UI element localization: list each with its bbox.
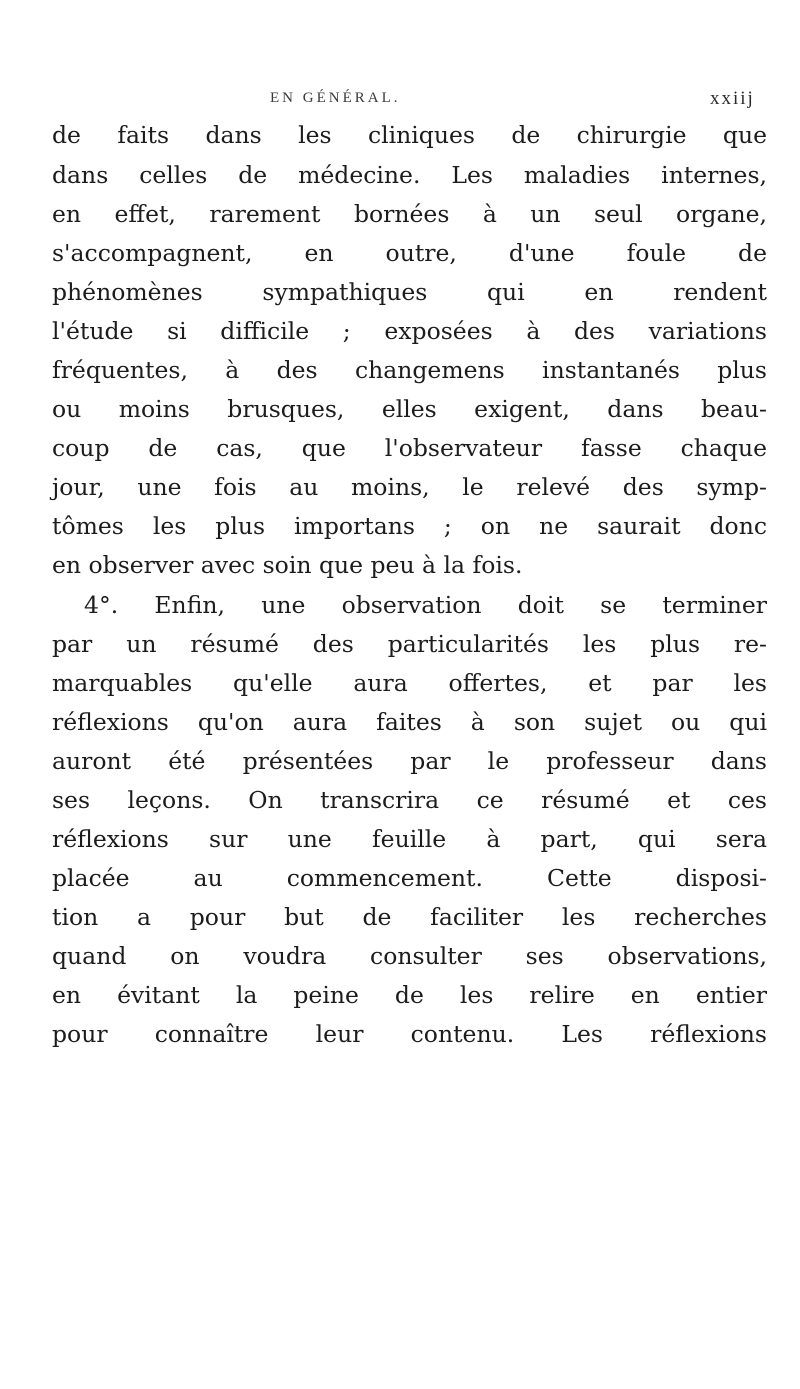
running-head: EN GÉNÉRAL.	[270, 90, 401, 106]
text-line: réflexions qu'on aura faites à son sujet ou qui	[52, 708, 767, 736]
text-line: ses leçons. On transcrira ce résumé et ces	[52, 786, 767, 814]
text-line: en effet, rarement bornées à un seul organe,	[52, 200, 767, 228]
text-line: dans celles de médecine. Les maladies internes,	[52, 161, 767, 189]
page-number: xxiij	[710, 88, 755, 109]
text-line: auront été présentées par le professeur dans	[52, 747, 767, 775]
text-line: tômes les plus importans ; on ne saurait donc	[52, 512, 767, 540]
text-line: s'accompagnent, en outre, d'une foule de	[52, 239, 767, 267]
text-line: coup de cas, que l'observateur fasse chaque	[52, 434, 767, 462]
text-line: pour connaître leur contenu. Les réflexions	[52, 1020, 767, 1048]
text-line: jour, une fois au moins, le relevé des symp-	[52, 473, 767, 501]
text-line: ou moins brusques, elles exigent, dans beau-	[52, 395, 767, 423]
text-line: phénomènes sympathiques qui en rendent	[52, 278, 767, 306]
text-line: par un résumé des particularités les plus re-	[52, 630, 767, 658]
text-line: tion a pour but de faciliter les recherches	[52, 903, 767, 931]
text-line: l'étude si difficile ; exposées à des variations	[52, 317, 767, 345]
text-line: en évitant la peine de les relire en entier	[52, 981, 767, 1009]
text-line: quand on voudra consulter ses observations,	[52, 942, 767, 970]
text-line: marquables qu'elle aura offertes, et par les	[52, 669, 767, 697]
paragraph-start-line: 4°. Enfin, une observation doit se terminer	[84, 591, 767, 619]
text-line: réflexions sur une feuille à part, qui sera	[52, 825, 767, 853]
text-line: en observer avec soin que peu à la fois.	[52, 551, 523, 579]
text-line: de faits dans les cliniques de chirurgie que	[52, 121, 767, 149]
text-line: placée au commencement. Cette disposi-	[52, 864, 767, 892]
text-line: fréquentes, à des changemens instantanés plus	[52, 356, 767, 384]
